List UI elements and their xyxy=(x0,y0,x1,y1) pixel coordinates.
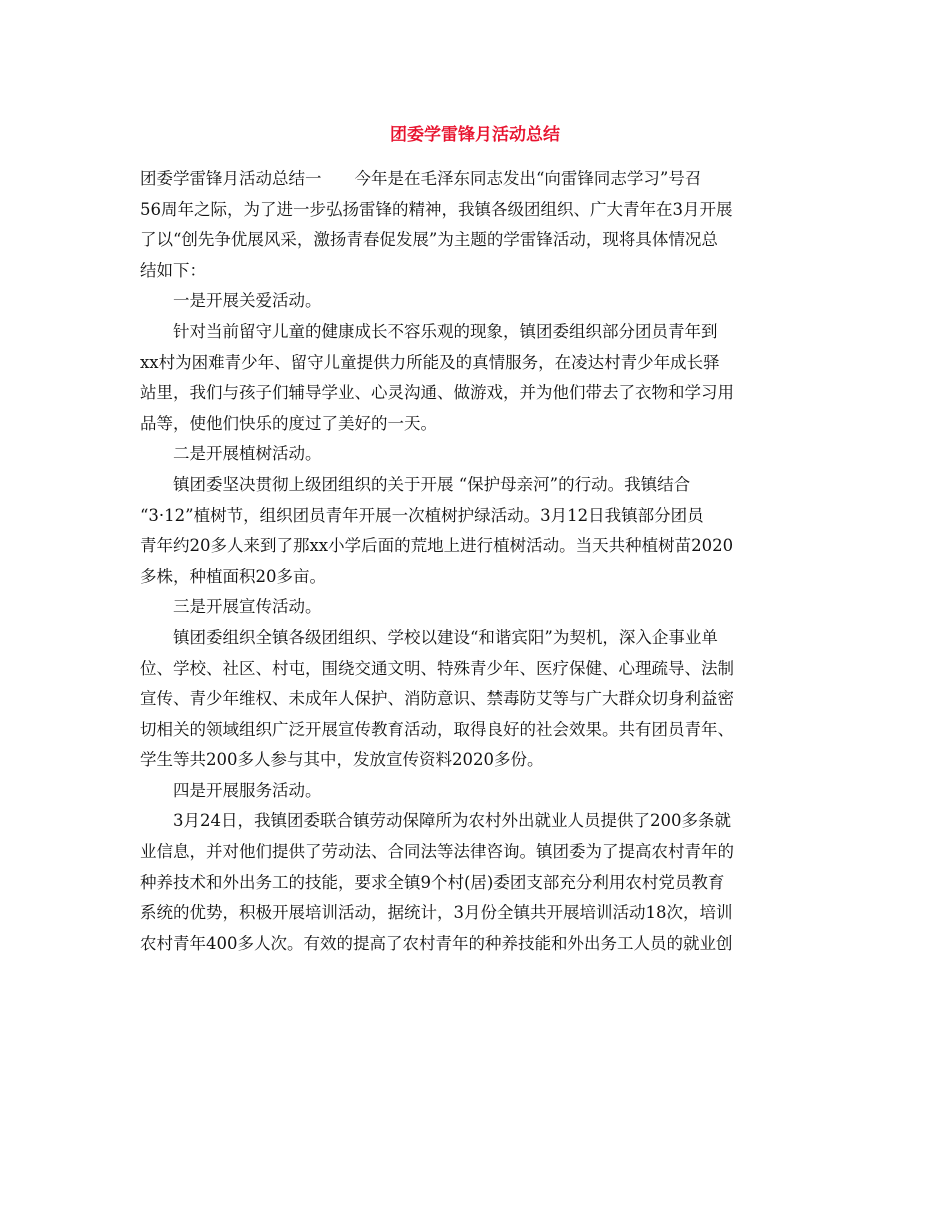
paragraph xyxy=(140,806,820,959)
text-line: 站里，我们与孩子们辅导学业、心灵沟通、做游戏，并为他们带去了衣物和学习用 xyxy=(140,383,734,403)
text-line: 三是开展宣传活动。 xyxy=(173,597,322,617)
text-line: 结如下： xyxy=(140,260,206,280)
text-line: 镇团委组织全镇各级团组织、学校以建设“和谐宾阳”为契机，深入企事业单 xyxy=(173,627,718,647)
paragraph xyxy=(140,776,820,807)
paragraph xyxy=(140,286,820,317)
text-line: 二是开展植树活动。 xyxy=(173,444,322,464)
text-line: 宣传、青少年维权、未成年人保护、消防意识、禁毒防艾等与广大群众切身利益密 xyxy=(140,689,734,709)
paragraph xyxy=(140,470,820,592)
text-line: 学生等共200多人参与其中，发放宣传资料2020多份。 xyxy=(140,750,544,770)
text-line: 农村青年400多人次。有效的提高了农村青年的种养技能和外出务工人员的就业创 xyxy=(140,933,733,953)
text-line: 针对当前留守儿童的健康成长不容乐观的现象，镇团委组织部分团员青年到 xyxy=(173,321,718,341)
text-line: 多株，种植面积20多亩。 xyxy=(140,566,326,586)
text-line: 团委学雷锋月活动总结一 今年是在毛泽东同志发出“向雷锋同志学习”号召 xyxy=(140,169,702,188)
text-line: 种养技术和外出务工的技能，要求全镇9个村(居)委团支部充分利用农村党员教育 xyxy=(140,872,725,892)
text-line: 青年约20多人来到了那xx小学后面的荒地上进行植树活动。当天共种植树苗2020 xyxy=(140,536,734,556)
text-line: 3月24日，我镇团委联合镇劳动保障所为农村外出就业人员提供了200多条就 xyxy=(173,811,731,831)
text-line: xx村为困难青少年、留守儿童提供力所能及的真情服务，在凌达村青少年成长驿 xyxy=(140,352,720,372)
paragraph xyxy=(140,317,820,439)
text-line: 系统的优势，积极开展培训活动，据统计，3月份全镇共开展培训活动18次，培训 xyxy=(140,903,733,923)
text-line: 切相关的领域组织广泛开展宣传教育活动，取得良好的社会效果。共有团员青年、 xyxy=(140,719,734,739)
text-line: 一是开展关爱活动。 xyxy=(173,291,322,311)
text-line: 56周年之际，为了进一步弘扬雷锋的精神，我镇各级团组织、广大青年在3月开展 xyxy=(140,199,733,219)
paragraph xyxy=(140,623,820,776)
text-line: 位、学校、社区、村屯，围绕交通文明、特殊青少年、医疗保健、心理疏导、法制 xyxy=(140,658,734,678)
document-title: 团委学雷锋月活动总结 xyxy=(390,125,560,145)
document-body xyxy=(140,164,820,959)
text-line: 镇团委坚决贯彻上级团组织的关于开展 “保护母亲河”的行动。我镇结合 xyxy=(173,474,691,494)
paragraph xyxy=(140,439,820,470)
text-line: 品等，使他们快乐的度过了美好的一天。 xyxy=(140,413,437,433)
text-line: 了以“创先争优展风采，激扬青春促发展”为主题的学雷锋活动，现将具体情况总 xyxy=(140,230,718,250)
text-line: “3·12”植树节，组织团员青年开展一次植树护绿活动。3月12日我镇部分团员 xyxy=(140,505,704,525)
paragraph xyxy=(140,164,820,286)
paragraph xyxy=(140,592,820,623)
text-line: 业信息，并对他们提供了劳动法、合同法等法律咨询。镇团委为了提高农村青年的 xyxy=(140,842,734,862)
text-line: 四是开展服务活动。 xyxy=(173,780,322,800)
